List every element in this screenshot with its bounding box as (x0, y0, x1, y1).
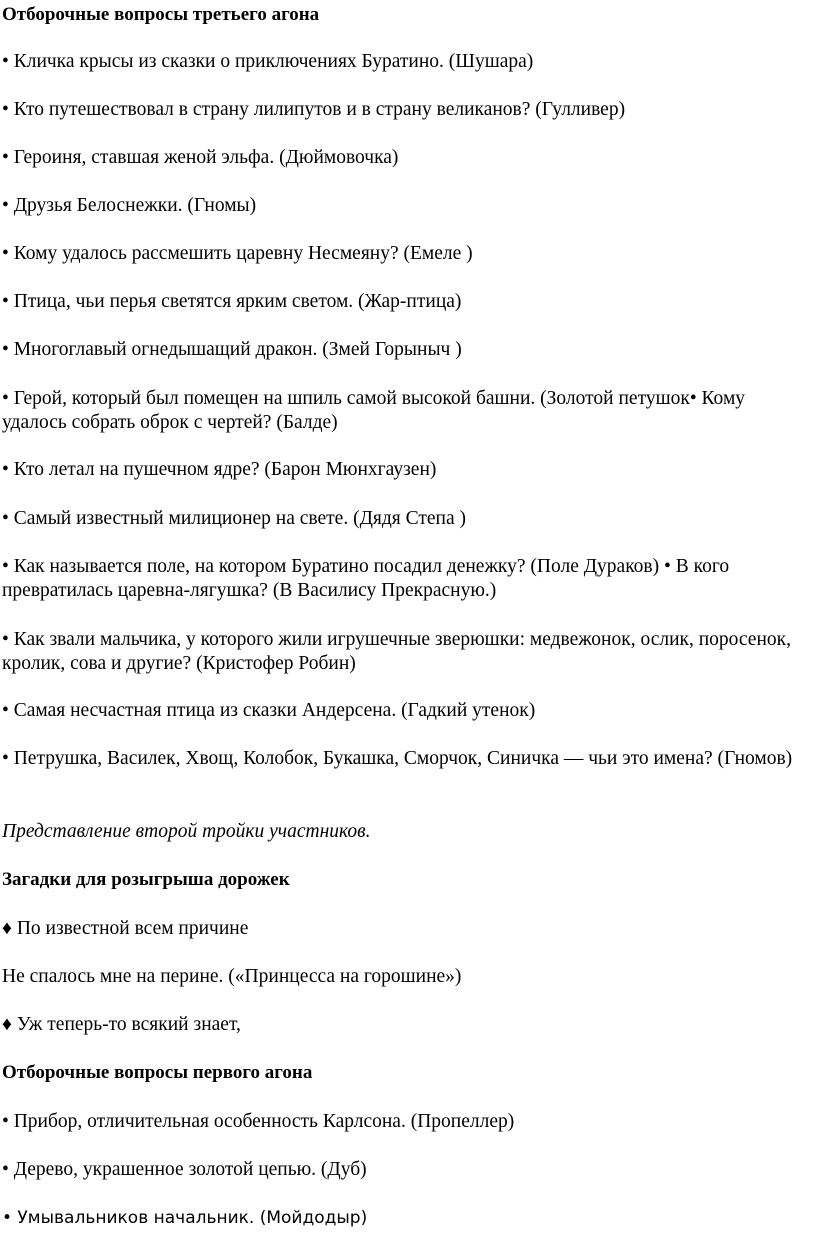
question-item: • Умывальников начальник. (Мойдодыр) (2, 1208, 368, 1228)
question-item: • Петрушка, Василек, Хвощ, Колобок, Букашка, Сморчок, Синичка — чьи это имена? (Гномов) (2, 748, 793, 769)
riddle-line: ♦ По известной всем причине (2, 918, 249, 939)
section-heading-riddles: Загадки для розыгрыша дорожек (2, 869, 290, 890)
section-heading-first-agon: Отборочные вопросы первого агона (2, 1062, 313, 1083)
question-item: • Кому удалось рассмешить царевну Несмеяну? (Емеле ) (2, 243, 473, 264)
question-item: • Как называется поле, на котором Буратино посадил денежку? (Поле Дураков) • В кого превратилась царевна-лягушка? (В Василису Прекрасную.) (2, 556, 730, 601)
riddle-line: Не спалось мне на перине. («Принцесса на горошине») (2, 966, 462, 987)
question-item: • Птица, чьи перья светятся ярким светом. (Жар-птица) (2, 291, 462, 312)
question-item: • Героиня, ставшая женой эльфа. (Дюймовочка) (2, 147, 399, 168)
question-item: • Самая несчастная птица из сказки Андерсена. (Гадкий утенок) (2, 700, 536, 721)
question-item: • Кто летал на пушечном ядре? (Барон Мюнхгаузен) (2, 459, 437, 480)
question-item: • Кто путешествовал в страну лилипутов и в страну великанов? (Гулливер) (2, 99, 626, 120)
question-item: • Дерево, украшенное золотой цепью. (Дуб) (2, 1159, 367, 1180)
question-item: • Многоглавый огнедышащий дракон. (Змей Горыныч ) (2, 339, 462, 360)
question-item: • Самый известный милиционер на свете. (Дядя Степа ) (2, 508, 467, 529)
question-item: • Как звали мальчика, у которого жили игрушечные зверюшки: медвежонок, ослик, поросенок, кролик, сова и другие? (Кристофер Робин) (2, 629, 791, 674)
question-item: • Герой, который был помещен на шпиль самой высокой башни. (Золотой петушок• Кому удалось собрать оброк с чертей? (Балде) (2, 388, 746, 433)
section-heading-third-agon: Отборочные вопросы третьего агона (2, 4, 320, 25)
presentation-note: Представление второй тройки участников. (2, 821, 371, 842)
question-item: • Друзья Белоснежки. (Гномы) (2, 195, 257, 216)
riddle-line: ♦ Уж теперь-то всякий знает, (2, 1014, 241, 1035)
question-item: • Прибор, отличительная особенность Карлсона. (Пропеллер) (2, 1111, 515, 1132)
question-item: • Кличка крысы из сказки о приключениях Буратино. (Шушара) (2, 51, 534, 72)
